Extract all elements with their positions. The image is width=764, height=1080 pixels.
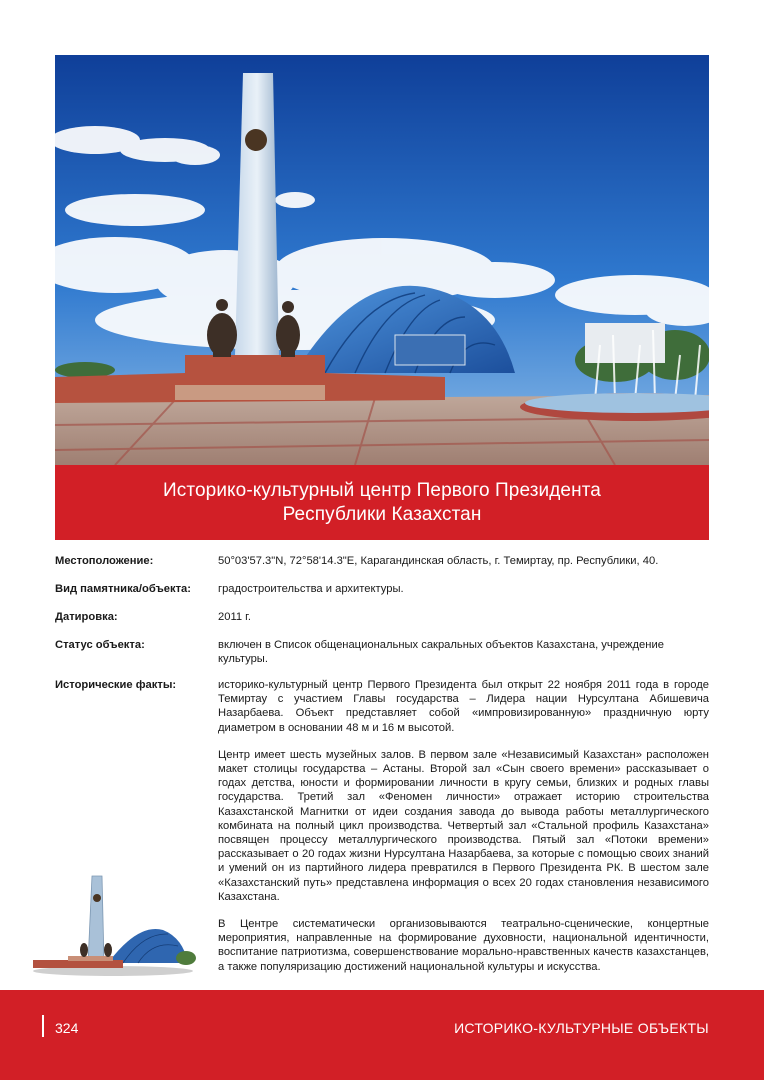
footer-divider xyxy=(42,1015,44,1037)
location-value: 50°03'57.3"N, 72°58'14.3"E, Карагандинская область, г. Темиртау, пр. Республики, 40. xyxy=(218,555,659,567)
title-banner xyxy=(55,465,709,540)
section-title: ИСТОРИКО-КУЛЬТУРНЫЕ ОБЪЕКТЫ xyxy=(454,1020,709,1036)
facts-label: Исторические факты: xyxy=(55,679,177,691)
page-footer xyxy=(0,990,764,1080)
facts-paragraph-2: Центр имеет шесть музейных залов. В первом зале «Независимый Казахстан» расположен макет столицы государства – Астаны. Второй зал «Сын своего времени» рассказывает о годах детства, юности и формировании личности в кругу семьи, близких и родных главы государства. Третий зал «Феномен личности» отражает историю строительства Казахстанской Магнитки от идеи создания завода до вывода работы металлургического комбината на полный цикл производства. Четвертый зал «Стальной профиль Казахстана» посвящен процессу металлургического производства. Пятый зал «Потоки времени» рассказывает о 20 годах жизни Нурсултана Назарбаева, за которые с помощью своих знаний и умений он из партийного лидера превратился в Первого Президента РК. В шестом зале «Казахстанский путь» представлена информация о всех 20 годах становления независимого Казахстана. xyxy=(218,748,709,903)
historical-facts xyxy=(218,678,709,987)
title-line-2: Республики Казахстан xyxy=(282,503,482,525)
status-value: включен в Список общенациональных сакральных объектов Казахстана, учреждение культуры. xyxy=(218,639,664,666)
type-value: градостроительства и архитектуры. xyxy=(218,583,404,595)
facts-paragraph-3: В Центре систематически организовываются театрально-сценические, концертные мероприятия, направленные на формирование духовности, национальной идентичности, воспитание патриотизма, совершенствование морально-нравственных качеств казахстанцев, а также популяризацию достижений национальной культуры и искусства. xyxy=(218,918,709,973)
date-value: 2011 г. xyxy=(218,611,251,623)
main-photo xyxy=(55,55,709,465)
title-line-1: Историко-культурный центр Первого Президента xyxy=(163,479,601,501)
facts-paragraph-1: историко-культурный центр Первого Президента был открыт 22 ноября 2011 года в городе Темиртау с участием Главы государства – Лидера нации Нурсултана Абишевича Назарбаева. Объект представляет собой «импровизированную» праздничную юрту диаметром в основании 48 м и 16 м высотой. xyxy=(218,679,709,734)
page-number: 324 xyxy=(55,1020,79,1036)
date-label: Датировка: xyxy=(55,611,118,623)
thumbnail-image xyxy=(28,868,198,978)
status-label: Статус объекта: xyxy=(55,639,145,651)
location-label: Местоположение: xyxy=(55,555,154,567)
type-label: Вид памятника/объекта: xyxy=(55,583,191,595)
